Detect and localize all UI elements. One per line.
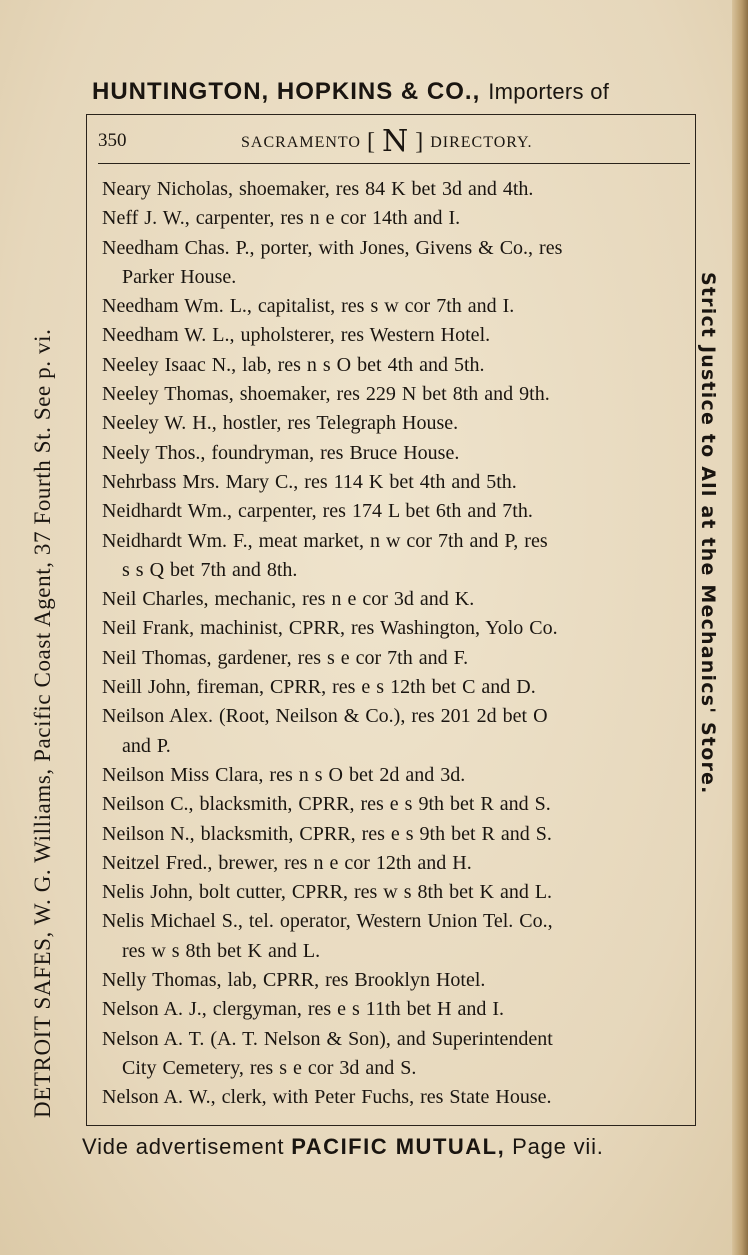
entry-text: Neidhardt Wm. F., meat market, n w cor 7th and P, res	[102, 529, 548, 552]
directory-entry	[102, 614, 692, 643]
entry-text: Neitzel Fred., brewer, res n e cor 12th and H.	[102, 851, 472, 874]
entry-text: Neilson Alex. (Root, Neilson & Co.), res 201 2d bet O	[102, 705, 548, 728]
footer-prefix: Vide advertisement	[82, 1134, 285, 1159]
entry-text: Nelly Thomas, lab, CPRR, res Brooklyn Hotel.	[102, 969, 486, 992]
page-number: 350	[98, 130, 127, 151]
directory-entry	[102, 790, 692, 819]
directory-entry	[102, 644, 692, 673]
entry-text: Neilson Miss Clara, res n s O bet 2d and 3d.	[102, 763, 466, 786]
entry-text: Nelson A. W., clerk, with Peter Fuchs, res State House.	[102, 1086, 552, 1109]
advertiser-name: HUNTINGTON, HOPKINS & CO.,	[92, 78, 481, 105]
entry-text: Neil Thomas, gardener, res s e cor 7th and F.	[102, 646, 469, 669]
entry-text: Neilson C., blacksmith, CPRR, res e s 9th bet R and S.	[102, 793, 551, 816]
entry-text: Needham W. L., upholsterer, res Western Hotel.	[102, 324, 491, 347]
directory-entry	[102, 497, 692, 526]
right-margin-advertisement: Strict Justice to All at the Mechanics' Store.	[697, 272, 719, 795]
directory-entry	[102, 673, 692, 702]
bracket-close: ]	[415, 129, 425, 155]
directory-entry	[102, 204, 692, 233]
directory-entry	[102, 292, 692, 321]
bracket-open: [	[366, 129, 376, 155]
entry-text: Neill John, fireman, CPRR, res e s 12th bet C and D.	[102, 676, 536, 699]
footer-company: PACIFIC MUTUAL,	[291, 1134, 506, 1159]
entry-text: Neary Nicholas, shoemaker, res 84 K bet 3d and 4th.	[102, 178, 534, 200]
entry-text: Neeley Thomas, shoemaker, res 229 N bet 8th and 9th.	[102, 383, 550, 406]
entry-text: Neil Charles, mechanic, res n e cor 3d and K.	[102, 588, 475, 611]
directory-entry	[102, 878, 692, 907]
section-letter: N	[381, 124, 410, 159]
directory-entry	[102, 907, 692, 966]
entry-text: Nelis Michael S., tel. operator, Western Union Tel. Co.,	[102, 910, 553, 933]
directory-entry	[102, 761, 692, 790]
entry-text: Neidhardt Wm., carpenter, res 174 L bet 6th and 7th.	[102, 500, 533, 523]
directory-entry	[102, 1083, 692, 1112]
entry-text: Needham Chas. P., porter, with Jones, Givens & Co., res	[102, 236, 563, 259]
directory-entry	[102, 995, 692, 1024]
entry-continuation: and P.	[122, 734, 171, 757]
entry-text: Nelis John, bolt cutter, CPRR, res w s 8th bet K and L.	[102, 881, 553, 904]
entry-text: Nelson A. J., clergyman, res e s 11th bet H and I.	[102, 998, 505, 1021]
entry-text: Neil Frank, machinist, CPRR, res Washington, Yolo Co.	[102, 617, 558, 640]
entry-continuation: Parker House.	[122, 265, 237, 288]
directory-entry	[102, 175, 692, 204]
directory-entry	[102, 439, 692, 468]
entry-continuation: s s Q bet 7th and 8th.	[122, 558, 298, 581]
advertiser-tagline: Importers of	[488, 79, 610, 104]
directory-entry	[102, 321, 692, 350]
directory-entry	[102, 966, 692, 995]
entry-text: Nehrbass Mrs. Mary C., res 114 K bet 4th and 5th.	[102, 470, 517, 493]
directory-entry	[102, 380, 692, 409]
city-name: SACRAMENTO	[241, 134, 361, 151]
section-name: DIRECTORY.	[430, 134, 533, 151]
directory-entry	[102, 820, 692, 849]
entry-text: Neilson N., blacksmith, CPRR, res e s 9th bet R and S.	[102, 822, 552, 845]
left-margin-advertisement: DETROIT SAFES, W. G. Williams, Pacific Coast Agent, 37 Fourth St. See p. vi.	[30, 328, 55, 1118]
entry-text: Nelson A. T. (A. T. Nelson & Son), and Superintendent	[102, 1027, 553, 1050]
directory-entry	[102, 702, 692, 761]
entry-text: Needham Wm. L., capitalist, res s w cor 7th and I.	[102, 295, 515, 318]
directory-title	[241, 124, 533, 159]
entry-text: Neeley W. H., hostler, res Telegraph House.	[102, 412, 459, 435]
entry-continuation: res w s 8th bet K and L.	[122, 939, 321, 962]
directory-entry	[102, 351, 692, 380]
directory-entry	[102, 527, 692, 586]
entry-text: Neeley Isaac N., lab, res n s O bet 4th and 5th.	[102, 353, 485, 376]
header-rule	[98, 163, 690, 164]
directory-entry	[102, 409, 692, 438]
directory-entry	[102, 849, 692, 878]
entry-text: Neely Thos., foundryman, res Bruce House.	[102, 441, 460, 464]
bottom-advertisement	[82, 1134, 712, 1166]
top-advertisement	[92, 78, 692, 108]
directory-entry	[102, 234, 692, 293]
directory-entry	[102, 585, 692, 614]
footer-suffix: Page vii.	[512, 1134, 604, 1159]
directory-entry	[102, 468, 692, 497]
entry-text: Neff J. W., carpenter, res n e cor 14th and I.	[102, 207, 461, 230]
entry-continuation: City Cemetery, res s e cor 3d and S.	[122, 1056, 417, 1079]
directory-entry	[102, 1025, 692, 1084]
page-edge	[732, 0, 748, 1255]
running-head	[86, 122, 696, 162]
directory-entries	[102, 175, 692, 1113]
